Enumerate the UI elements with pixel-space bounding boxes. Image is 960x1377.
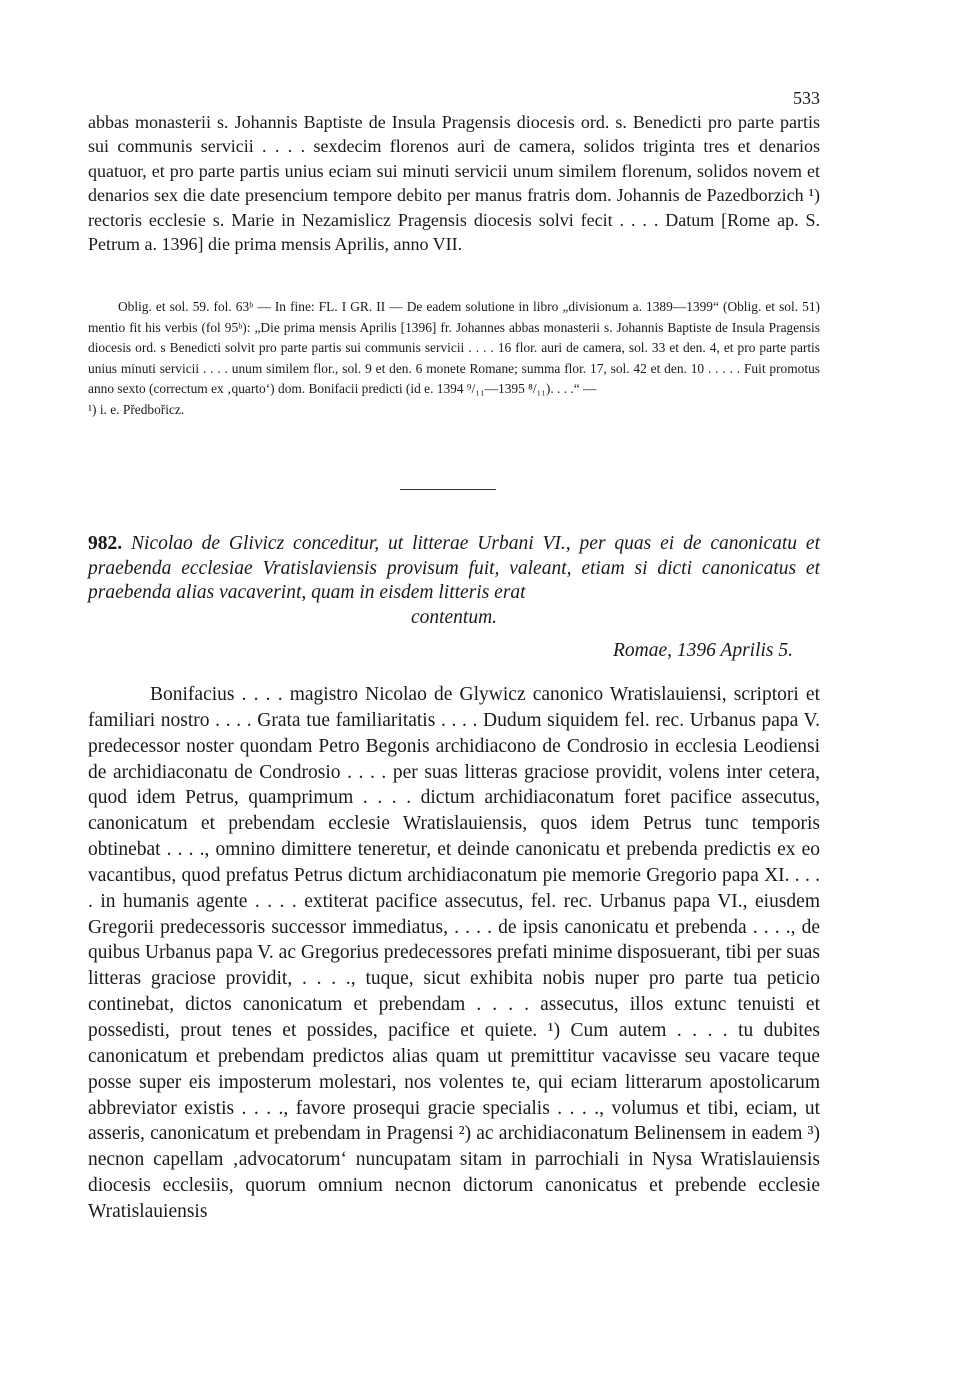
previous-entry-body: abbas monasterii s. Johannis Baptiste de Insula Pragensis diocesis ord. s. Benedicti pro parte partis sui communis servicii . . . . sexdecim florenos auri de camera, solidos triginta tres et denarios quatuor, et pro parte partis unius eciam sui minuti servicii unum similem florenum, solidos novem et denarios sex die date presencium tempore debito per manus fratris dom. Johannis de Pazedborzich ¹) rectoris ecclesie s. Marie in Nezamislicz Pragensis diocesis solvi fecit . . . . Datum [Rome ap. S. Petrum a. 1396] die prima mensis Aprilis, anno VII. xyxy=(88,112,820,255)
entry-number: 982. xyxy=(88,533,123,554)
entry-heading xyxy=(88,532,820,630)
entry-dateline: Romae, 1396 Aprilis 5. xyxy=(612,640,793,661)
letter-text xyxy=(88,682,820,1225)
archival-note: Oblig. et sol. 59. fol. 63ᵇ — In fine: FL. I GR. II — De eadem solutione in libro „divisionum a. 1389—1399“ (Oblig. et sol. 51) mentio fit his verbis (fol 95ᵇ): „Die prima mensis Aprilis [1396] fr. Johannes abbas monasterii s. Johannis Baptiste de Insula Pragensis diocesis ord. s Benedicti solvit pro parte partis sui communis servicii . . . . 16 flor. auri de camera, sol. 33 et den. 4, et pro parte partis unius minuti servicii . . . . unum similem flor., sol. 9 et den. 6 monete Romane; summa flor. 17, sol. 42 et den. 10 . . . . . Fuit promotus anno sexto (correctum ex ‚quarto‘) dom. Bonifacii predicti (id e. 1394 ⁹/₁₁—1395 ⁸/₁₁). . . .“ — xyxy=(88,299,820,397)
entry-summary-end: contentum. xyxy=(410,606,498,628)
entry-summary: Nicolao de Glivicz conceditur, ut litterae Urbani VI., per quas ei de canonicatu et praebenda ecclesiae Vratislaviensis provisum fuit, valeant, etiam si dicti canonicatus et praebenda alias vacaverint, quam in eisdem litteris erat xyxy=(88,533,821,604)
previous-entry-text xyxy=(88,110,820,256)
source-notes xyxy=(88,297,820,421)
letter-body: Bonifacius . . . . magistro Nicolao de Glywicz canonico Wratislauiensi, scriptori et familiari nostro . . . . Grata tue familiaritatis . . . . Dudum siquidem fel. rec. Urbanus papa V. predecessor noster quondam Petro Begonis archidiacono de Condrosio in ecclesia Leodiensi de archidiaconatu de Condrosio . . . . per suas litteras graciose providit, volens inter cetera, quod idem Petrus, quamprimum . . . . dictum archidiaconatum foret pacifice assecutus, canonicatum et prebendam ecclesie Wratislauiensis, quos idem Petrus tunc temporis obtinebat . . . ., omnino dimittere teneretur, et deinde canonicatu et prebenda predictis ex eo vacantibus, quod prefatus Petrus dictum archidiaconatum pie memorie Gregorio papa XI. . . . . in humanis agente . . . . extiterat pacifice assecutus, fel. rec. Urbanus papa VI., eiusdem Gregorii predecessoris successor immediatus, . . . . de ipsis canonicatu et prebenda . . . ., de quibus Urbanus papa V. ac Gregorius predecessores prefati minime disposuerant, tibi per suas litteras graciose providit, . . . ., tuque, sicut exhibita nobis nuper pro parte tua peticio continebat, dictos canonicatum et prebendam . . . . assecutus, illos extunc tenuisti et possedisti, prout tenes et possides, pacifice et quiete. ¹) Cum autem . . . . tu dubites canonicatum et prebendam predictos alias quam ut premittitur vacavisse seu vacare teque posse super eis imposterum molestari, nos volentes te, qui eciam litterarum apostolicarum abbreviator existis . . . ., favore prosequi gracie specialis . . . ., volumus et tibi, eciam, ut asseris, canonicatum et prebendam in Pragensi ²) ac archidiaconatum Belinensem in eadem ³) necnon capellam ‚advocatorum‘ nuncupatam sitam in parrochiali in Nysa Wratislauiensis diocesis ecclesiis, quorum omnium necnon dictorum canonicatus et prebende ecclesie Wratislauiensis xyxy=(88,684,820,1222)
section-divider xyxy=(400,489,496,490)
page-number: 533 xyxy=(793,88,820,108)
footnote: ¹) i. e. Předbořicz. xyxy=(88,401,185,417)
